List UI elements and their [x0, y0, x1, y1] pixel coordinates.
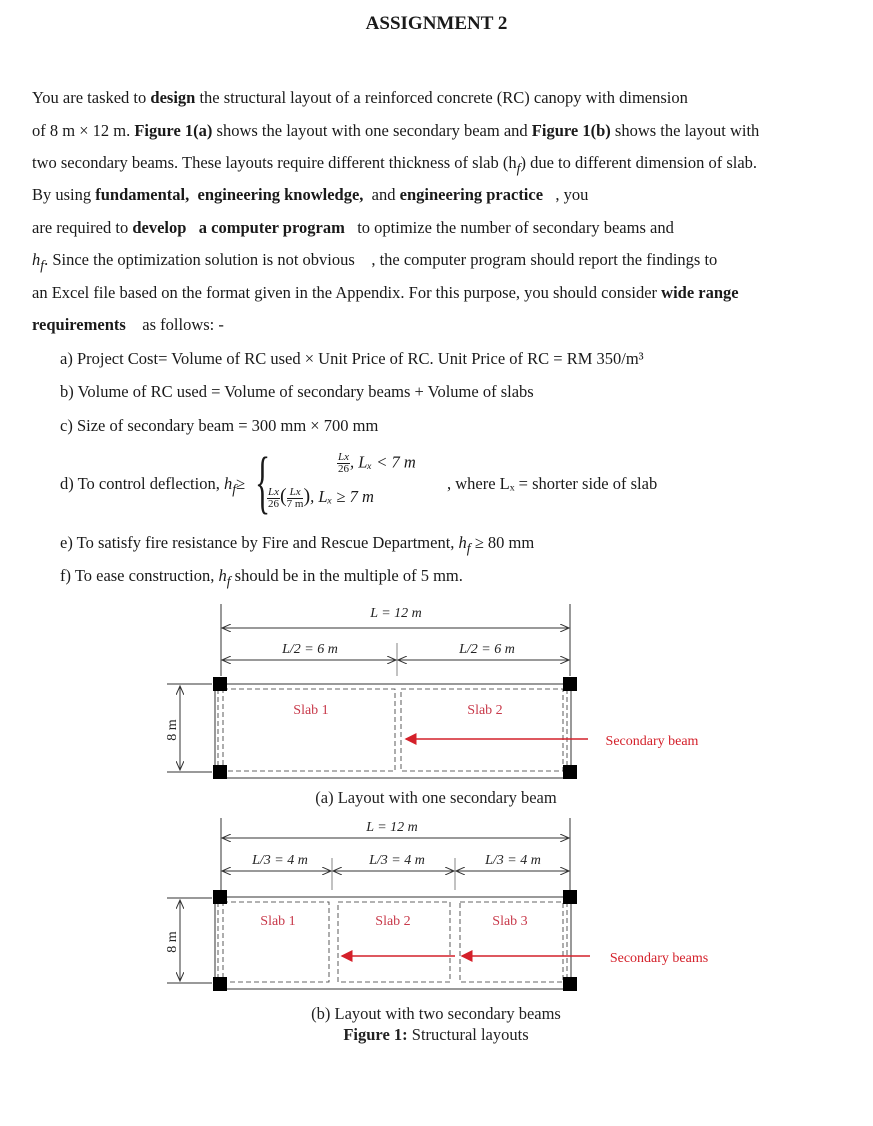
requirement-e: e) To satisfy fire resistance by Fire and Rescue Department, $h_f \ge 80$ mm — [60, 533, 535, 556]
dim-total-label: L = 12 m — [366, 820, 418, 835]
requirement-f: f) To ease construction, $h_f$ should be in the multiple of 5 mm. — [60, 566, 463, 589]
requirement-c: c) Size of secondary beam = 300 mm × 700 mm — [60, 416, 379, 435]
paragraph-line: By using fundamental, engineering knowledge, and engineering practice , you — [32, 185, 589, 204]
paragraph-line: two secondary beams. These layouts require different thickness of slab $(h_f)$ due to different dimension of slab. — [32, 153, 758, 176]
dim-third-label: L/3 = 4 m — [485, 853, 541, 868]
paragraph-line: $h_f$. Since the optimization solution is not obvious , the computer program should report the findings to — [32, 250, 718, 273]
dim-half-label: L/2 = 6 m — [459, 642, 515, 657]
slab-label: Slab 2 — [467, 703, 503, 718]
requirement-a: a) Project Cost= Volume of RC used × Unit Price of RC. Unit Price of RC = RM 350/m³ — [60, 349, 644, 368]
dim-depth-label: 8 m — [165, 719, 180, 741]
dim-third-label: L/3 = 4 m — [252, 853, 308, 868]
dim-third-label: L/3 = 4 m — [369, 853, 425, 868]
figure-a-caption: (a) Layout with one secondary beam — [315, 788, 557, 807]
deflection-cases: { $\frac{Lx}{26}$ , Lₓ < 7 m $\frac{Lx}{26}$ ( $\frac{Lx}{7 m}$ ), Lₓ ≥ 7 m — [255, 444, 416, 521]
page-title: ASSIGNMENT 2 — [365, 13, 508, 34]
paragraph-line: are required to develop a computer program to optimize the number of secondary beams and — [32, 218, 674, 237]
requirement-b: b) Volume of RC used = Volume of secondary beams + Volume of slabs — [60, 382, 534, 401]
figure-caption: Figure 1: Structural layouts — [343, 1025, 529, 1044]
slab-label: Slab 2 — [375, 914, 411, 929]
paragraph-line: requirements as follows: - — [32, 315, 224, 334]
paragraph-line: an Excel file based on the format given in the Appendix. For this purpose, you should consider wide range — [32, 283, 739, 302]
dim-half-label: L/2 = 6 m — [282, 642, 338, 657]
paragraph-line: You are tasked to design the structural layout of a reinforced concrete (RC) canopy with dimension — [32, 88, 688, 107]
slab-label: Slab 1 — [293, 703, 329, 718]
figure-b-caption: (b) Layout with two secondary beams — [311, 1004, 561, 1023]
dim-depth-label: 8 m — [165, 931, 180, 953]
deflection-where: , where Lₓ = shorter side of slab — [447, 474, 658, 493]
callout-label: Secondary beams — [609, 951, 709, 966]
dim-total-label: L = 12 m — [370, 606, 422, 621]
callout-label: Secondary beam — [605, 734, 699, 749]
paragraph-line: of 8 m × 12 m. Figure 1(a) shows the layout with one secondary beam and Figure 1(b) shows the layout with — [32, 121, 760, 140]
slab-label: Slab 3 — [492, 914, 528, 929]
requirement-d: d) To control deflection, $h_f\ge$ — [60, 474, 246, 497]
slab-label: Slab 1 — [260, 914, 296, 929]
